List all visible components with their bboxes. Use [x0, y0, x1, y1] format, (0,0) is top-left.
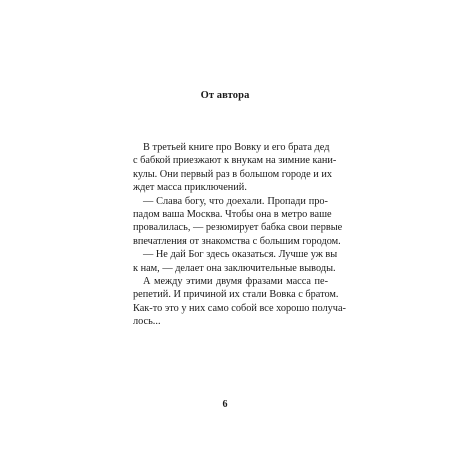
text-line: В третьей книге про Вовку и его брата дед [143, 142, 330, 153]
body-text [133, 141, 346, 328]
text-line: А между этими двумя фразами масса пе- [143, 275, 328, 287]
text-line: ждет масса приключений. [133, 182, 247, 194]
page-number: 6 [222, 399, 228, 410]
text-line: Как-то это у них само собой все хорошо получа- [133, 302, 346, 314]
section-heading: От автора [200, 90, 250, 101]
text-line: лось... [133, 316, 161, 328]
text-line: впечатления от знакомства с большим городом. [133, 235, 341, 247]
text-line: с бабкой приезжают к внукам на зимние кани- [133, 155, 337, 167]
text-line: к нам, — делает она заключительные выводы. [133, 262, 336, 274]
text-line: репетий. И причиной их стали Вовка с братом. [133, 289, 339, 301]
text-line: — Не дай Бог здесь оказаться. Лучше уж вы [143, 249, 338, 261]
text-line: кулы. Они первый раз в большом городе и их [133, 168, 332, 180]
text-line: падом ваша Москва. Чтобы она в метро ваше [133, 208, 332, 220]
text-line: провалилась, — резюмирует бабка свои первые [133, 222, 343, 234]
text-line: — Слава богу, что доехали. Пропади про- [143, 195, 328, 207]
